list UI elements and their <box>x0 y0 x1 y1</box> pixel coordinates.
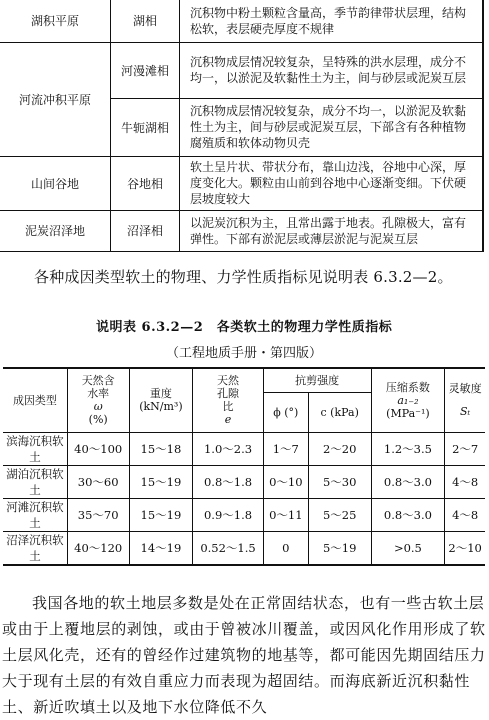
table-cell: 0.8～3.0 <box>371 498 445 531</box>
description-cell: 沉积物成层情况较复杂，呈特殊的洪水层理，成分不均一，以淤泥及软黏性土为主，间与砂层或泥炭互层 <box>180 42 484 98</box>
facies-cell: 牛轭湖相 <box>111 98 180 156</box>
table-cell: 30～60 <box>67 465 129 498</box>
header-comp-unit: (MPa⁻¹) <box>386 406 430 420</box>
table-cell: 40～100 <box>67 432 129 465</box>
table-title: 说明表 6.3.2—2 各类软土的物理力学性质指标 <box>96 320 393 335</box>
header-water-unit: (%) <box>88 413 108 427</box>
header-cohesion: c (kPa) <box>308 392 371 432</box>
header-compressibility <box>371 368 445 432</box>
header-sens-symbol: Sₜ <box>460 405 471 419</box>
facies-cell: 湖相 <box>111 0 180 42</box>
sedimentary-facies-table <box>0 0 484 252</box>
table-cell: 湖泊沉积软土 <box>3 465 67 498</box>
origin-cell: 河流冲积平原 <box>0 42 111 156</box>
table-cell: 0.9～1.8 <box>193 498 263 531</box>
table-cell: 河滩沉积软土 <box>3 498 67 531</box>
header-sens-label: 灵敏度 <box>448 382 482 396</box>
header-void-ratio <box>193 368 263 432</box>
soft-soil-properties-table <box>3 367 485 566</box>
facies-cell: 河漫滩相 <box>111 42 180 98</box>
table-cell: 0.52～1.5 <box>193 531 263 565</box>
header-sensitivity <box>445 368 485 432</box>
table-cell: 4～8 <box>445 465 485 498</box>
origin-cell: 泥炭沼泽地 <box>0 210 111 251</box>
table-cell: 1.0～2.3 <box>193 432 263 465</box>
table-cell: 4～8 <box>445 498 485 531</box>
table-cell: 5～25 <box>308 498 371 531</box>
table-cell: 5～30 <box>308 465 371 498</box>
table-cell: 1.2～3.5 <box>371 432 445 465</box>
description-cell: 沉积物成层情况较复杂，成分不均一，以淤泥及软黏性土为主，间与砂层或泥炭互层，下部含有各种植物腐殖质和软体动物贝壳 <box>180 98 484 156</box>
header-comp-label: 压缩系数 <box>385 380 430 394</box>
table-cell: 2～10 <box>445 531 485 565</box>
table-cell: 15～19 <box>129 465 193 498</box>
table-cell: 2～7 <box>445 432 485 465</box>
header-comp-symbol: a₁₋₂ <box>397 393 419 407</box>
description-cell: 软土呈片状、带状分布，靠山边浅，谷地中心深，厚度变化大。颗粒由山前到谷地中心逐渐变细。下伏硬层坡度较大 <box>180 156 484 210</box>
table-cell: 0～11 <box>263 498 308 531</box>
header-void-label: 天然孔隙比 <box>217 374 240 414</box>
description-cell: 以泥炭沉积为主，且常出露于地表。孔隙极大，富有弹性。下部有淤泥层或薄层淤泥与泥炭互层 <box>180 210 484 251</box>
table-cell: 15～19 <box>129 498 193 531</box>
header-void-symbol: e <box>224 413 232 427</box>
facies-cell: 谷地相 <box>111 156 180 210</box>
table-cell: >0.5 <box>371 531 445 565</box>
intro-sentence: 各种成因类型软土的物理、力学性质指标见说明表 6.3.2—2。 <box>34 268 453 286</box>
header-shear-strength: 抗剪强度 <box>263 368 371 392</box>
table-cell: 5～19 <box>308 531 371 565</box>
table-cell: 0.8～3.0 <box>371 465 445 498</box>
table-cell: 沼泽沉积软土 <box>3 531 67 565</box>
table-cell: 15～18 <box>129 432 193 465</box>
table-cell: 滨海沉积软土 <box>3 432 67 465</box>
header-water-symbol: ω <box>93 400 103 414</box>
facies-cell: 沼泽相 <box>111 210 180 251</box>
table-cell: 0 <box>263 531 308 565</box>
table-cell: 0～10 <box>263 465 308 498</box>
header-water-label: 天然含水率 <box>81 374 115 401</box>
header-weight-unit: (kN/m³) <box>139 400 183 414</box>
table-cell: 35～70 <box>67 498 129 531</box>
table-cell: 14～19 <box>129 531 193 565</box>
description-cell: 沉积物中粉土颗粒含量高，季节韵律带状层理，结构松软，表层硬壳厚度不规律 <box>180 0 484 42</box>
table-cell: 1～7 <box>263 432 308 465</box>
origin-cell: 湖积平原 <box>0 0 111 42</box>
body-paragraph: 我国各地的软土地层多数是处在正常固结状态，也有一些古软土层或由于上覆地层的剥蚀，或由于曾被冰川覆盖，或因风化作用形成了软土层风化壳，还有的曾经作过建筑物的地基等，都可能因先期固结压力大于现有土层的有效自重应力而表现为超固结。而海底新近沉积黏性土、新近吹填土以及地下水位降低不久 <box>2 594 486 716</box>
table-cell: 40～120 <box>67 531 129 565</box>
header-phi: ϕ (°) <box>263 392 308 432</box>
header-type: 成因类型 <box>3 368 67 432</box>
origin-cell: 山间谷地 <box>0 156 111 210</box>
table-subtitle: （工程地质手册・第四版） <box>166 346 323 361</box>
table-cell: 0.8～1.8 <box>193 465 263 498</box>
table-cell: 2～20 <box>308 432 371 465</box>
header-unit-weight <box>129 368 193 432</box>
header-weight-label: 重度 <box>149 387 172 401</box>
header-water-content <box>67 368 129 432</box>
